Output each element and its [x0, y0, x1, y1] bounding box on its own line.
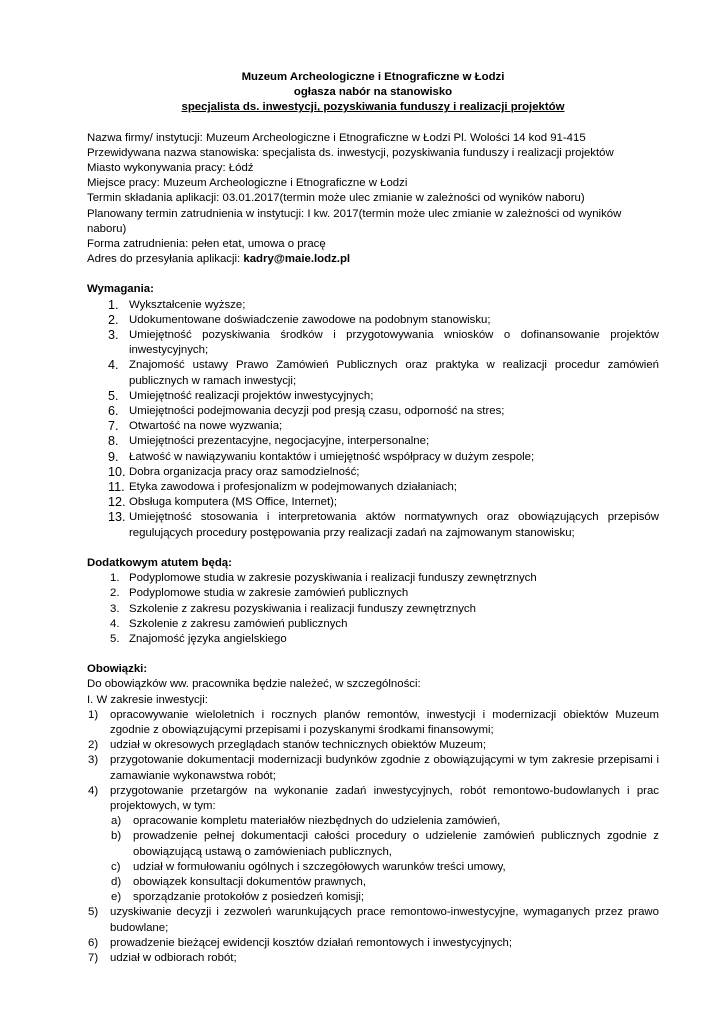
duty-item-number: 6)	[88, 936, 99, 949]
requirement-item-number: 3.	[108, 328, 119, 343]
duty-item-number: 2)	[88, 739, 99, 752]
requirement-item-text: Umiejętność stosowania i interpretowania aktów normatywnych oraz obowiązujących przepisów regulujących procedury postępowania przy realizacji zadań na zajmowanym stanowisku;	[129, 511, 659, 539]
requirements-list	[87, 298, 659, 541]
requirement-item	[87, 465, 659, 480]
duty-subitem-number: d)	[111, 875, 122, 888]
advantage-item-number: 3.	[110, 602, 120, 615]
header-announcement: ogłasza nabór na stanowisko	[293, 86, 453, 99]
requirement-item	[87, 358, 659, 388]
document-page	[87, 0, 659, 966]
duty-item	[87, 784, 659, 814]
info-deadline: Termin składania aplikacji: 03.01.2017(termin może ulec zmianie w zależności od wyników naboru)	[87, 192, 585, 205]
address-label: Adres do przesyłania aplikacji:	[87, 253, 244, 266]
requirement-item-number: 10.	[108, 464, 126, 479]
requirement-item	[87, 495, 659, 510]
duty-subitem-text: obowiązek konsultacji dokumentów prawnych,	[133, 875, 366, 888]
info-position: Przewidywana nazwa stanowiska: specjalista ds. inwestycji, pozyskiwania funduszy i realizacji projektów	[87, 146, 614, 159]
requirement-item-text: Umiejętność pozyskiwania środków i przygotowywania wniosków o dofinansowanie projektów inwestycyjnych;	[129, 329, 659, 357]
duties-intro: Do obowiązków ww. pracownika będzie należeć, w szczególności:	[87, 678, 421, 691]
duty-item-text: prowadzenie bieżącej ewidencji kosztów działań remontowych i inwestycyjnych;	[110, 936, 513, 949]
requirement-item	[87, 480, 659, 495]
duty-subitem-text: opracowanie kompletu materiałów niezbędnych do udzielenia zamówień,	[133, 815, 501, 828]
duty-subitem	[110, 829, 659, 859]
requirement-item	[87, 298, 659, 313]
requirement-item-number: 13.	[108, 510, 126, 525]
advantage-item-number: 4.	[110, 617, 120, 630]
duty-subitem	[110, 890, 659, 905]
requirement-item-text: Umiejętności podejmowania decyzji pod presją czasu, odporność na stres;	[129, 405, 505, 418]
advantage-item-text: Szkolenie z zakresu pozyskiwania i realizacji funduszy zewnętrznych	[129, 602, 476, 615]
requirement-item-number: 9.	[108, 449, 119, 464]
info-block	[87, 131, 659, 268]
duty-item	[87, 936, 659, 951]
duty-subitem	[110, 875, 659, 890]
duty-item	[87, 905, 659, 935]
requirement-item-number: 8.	[108, 434, 119, 449]
requirement-item-number: 12.	[108, 495, 126, 510]
requirement-item	[87, 419, 659, 434]
requirement-item	[87, 404, 659, 419]
duty-item-number: 4)	[88, 784, 99, 797]
advantage-item-text: Podyplomowe studia w zakresie pozyskiwania i realizacji funduszy zewnętrznych	[129, 572, 537, 585]
info-planned: Planowany termin zatrudnienia w instytucji: I kw. 2017(termin może ulec zmianie w zależności od wyników naboru)	[87, 207, 622, 235]
duties-title: Obowiązki:	[87, 663, 148, 676]
duty-subitem-text: prowadzenie pełnej dokumentacji całości procedury o udzielenie zamówień publicznych zgodnie z obowiązującą ustawą o zamówieniach publicznych,	[133, 830, 659, 858]
advantage-item	[87, 602, 659, 617]
duty-item-text: przygotowanie przetargów na wykonanie zadań inwestycyjnych, robót remontowo-budowlanych i prac projektowych, w tym:	[110, 784, 659, 812]
requirement-item-text: Znajomość ustawy Prawo Zamówień Publicznych oraz praktyka w realizacji procedur zamówień publicznych w ramach inwestycji;	[129, 359, 659, 387]
requirement-item-text: Obsługa komputera (MS Office, Internet);	[129, 496, 338, 509]
advantage-item	[87, 632, 659, 647]
requirement-item-text: Etyka zawodowa i profesjonalizm w podejmowanych działaniach;	[129, 481, 457, 494]
requirement-item	[87, 450, 659, 465]
requirement-item-number: 2.	[108, 312, 119, 327]
duty-item-number: 5)	[88, 906, 99, 919]
requirement-item-number: 5.	[108, 388, 119, 403]
info-form: Forma zatrudnienia: pełen etat, umowa o pracę	[87, 238, 326, 251]
requirement-item-text: Wykształcenie wyższe;	[129, 298, 246, 311]
duty-subitem-number: c)	[111, 860, 121, 873]
requirement-item	[87, 313, 659, 328]
requirement-item-number: 6.	[108, 404, 119, 419]
duty-item-number: 3)	[88, 754, 99, 767]
requirement-item-text: Umiejętność realizacji projektów inwestycyjnych;	[129, 389, 374, 402]
advantage-item-number: 2.	[110, 587, 120, 600]
duty-subitem-number: e)	[111, 891, 122, 904]
advantage-item	[87, 571, 659, 586]
duty-item-text: udział w odbiorach robót;	[110, 951, 237, 964]
header-institution: Muzeum Archeologiczne i Etnograficzne w Łodzi	[241, 71, 505, 83]
duty-item	[87, 708, 659, 738]
duty-item-number: 7)	[88, 951, 99, 964]
requirement-item-text: Dobra organizacja pracy oraz samodzielność;	[129, 465, 360, 478]
info-place: Miejsce pracy: Muzeum Archeologiczne i Etnograficzne w Łodzi	[87, 177, 408, 190]
advantage-item-text: Szkolenie z zakresu zamówień publicznych	[129, 617, 348, 630]
requirement-item-number: 11.	[108, 480, 125, 495]
advantage-item-text: Podyplomowe studia w zakresie zamówień publicznych	[129, 587, 409, 600]
duty-subitem	[110, 814, 659, 829]
duty-subitem-text: sporządzanie protokołów z posiedzeń komisji;	[133, 891, 365, 904]
duty-item-text: udział w okresowych przeglądach stanów technicznych obiektów Muzeum;	[110, 739, 487, 752]
duty-subitem-text: udział w formułowaniu ogólnych i szczegółowych warunków treści umowy,	[133, 860, 506, 873]
duty-item-text: opracowywanie wieloletnich i rocznych planów remontów, inwestycji i modernizacji obiektów Muzeum zgodnie z obowiązującymi przepisami i pozyskanymi środkami finansowymi;	[110, 708, 659, 736]
duties-list-continued	[87, 905, 659, 966]
duty-item-number: 1)	[88, 708, 99, 721]
duty-item-text: przygotowanie dokumentacji modernizacji budynków zgodnie z obowiązującymi w tym zakresie przepisami i zamawianie wykonawstwa robót;	[110, 754, 659, 782]
advantages-title: Dodatkowym atutem będą:	[87, 556, 232, 569]
info-company: Nazwa firmy/ instytucji: Muzeum Archeologiczne i Etnograficzne w Łodzi Pl. Wolości 14 kod 91-415	[87, 131, 586, 144]
requirement-item	[87, 434, 659, 449]
duties-sublist	[110, 814, 659, 905]
duties-section-1: I. W zakresie inwestycji:	[87, 693, 208, 706]
requirement-item-text: Udokumentowane doświadczenie zawodowe na podobnym stanowisku;	[129, 313, 491, 326]
info-city: Miasto wykonywania pracy: Łódź	[87, 162, 254, 175]
requirement-item-text: Umiejętności prezentacyjne, negocjacyjne, interpersonalne;	[129, 435, 430, 448]
duty-subitem-number: b)	[111, 830, 122, 843]
requirement-item-number: 4.	[108, 358, 119, 373]
duty-subitem	[110, 860, 659, 875]
requirement-item	[87, 328, 659, 358]
duty-item-text: uzyskiwanie decyzji i zezwoleń warunkujących prace remontowo-inwestycyjne, wymaganych przez prawo budowlane;	[110, 906, 659, 934]
header-position: specjalista ds. inwestycji, pozyskiwania funduszy i realizacji projektów	[181, 101, 565, 114]
requirement-item-number: 7.	[108, 419, 119, 434]
requirement-item	[87, 389, 659, 404]
requirement-item-text: Otwartość na nowe wyzwania;	[129, 420, 283, 433]
requirement-item-number: 1.	[108, 297, 119, 312]
requirement-item-text: Łatwość w nawiązywaniu kontaktów i umiejętność współpracy w dużym zespole;	[129, 450, 535, 463]
advantage-item-text: Znajomość języka angielskiego	[129, 632, 287, 645]
requirements-title: Wymagania:	[87, 283, 154, 296]
advantage-item	[87, 586, 659, 601]
address-email: kadry@maie.lodz.pl	[243, 253, 351, 266]
advantage-item-number: 1.	[110, 572, 120, 585]
duties-list	[87, 708, 659, 814]
advantages-list	[87, 571, 659, 647]
advantage-item-number: 5.	[110, 632, 120, 645]
duty-item	[87, 753, 659, 783]
duty-subitem-number: a)	[111, 815, 122, 828]
requirement-item	[87, 510, 659, 540]
info-address	[87, 252, 659, 267]
advantage-item	[87, 617, 659, 632]
duty-item	[87, 738, 659, 753]
duty-item	[87, 951, 659, 966]
